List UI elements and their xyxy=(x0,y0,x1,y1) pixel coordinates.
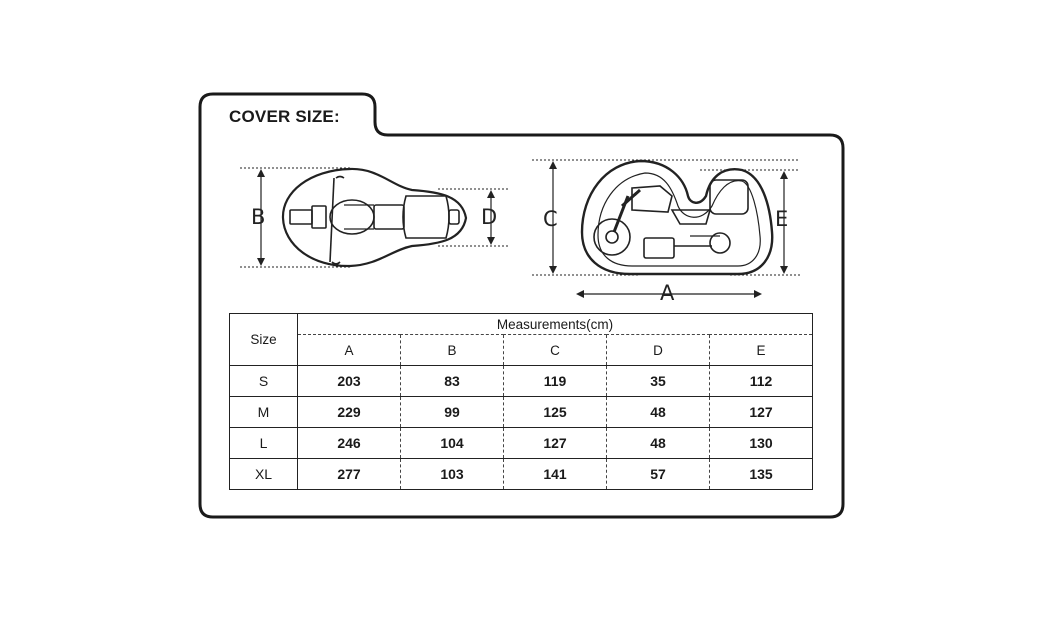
column-header-c: C xyxy=(504,335,607,366)
column-header-a: A xyxy=(298,335,401,366)
table-row xyxy=(230,428,813,459)
top-view-diagram xyxy=(240,168,510,267)
dimension-label-e: E xyxy=(775,207,789,231)
size-cell: S xyxy=(230,366,298,397)
panel-title: COVER SIZE: xyxy=(229,107,340,126)
value-cell: 119 xyxy=(504,366,607,397)
value-cell: 203 xyxy=(298,366,401,397)
dimension-label-c: C xyxy=(543,207,558,231)
value-cell: 48 xyxy=(607,428,710,459)
size-cell: M xyxy=(230,397,298,428)
value-cell: 125 xyxy=(504,397,607,428)
size-cell: L xyxy=(230,428,298,459)
value-cell: 99 xyxy=(401,397,504,428)
value-cell: 246 xyxy=(298,428,401,459)
side-view-diagram xyxy=(532,160,800,298)
column-header-b: B xyxy=(401,335,504,366)
value-cell: 103 xyxy=(401,459,504,490)
value-cell: 127 xyxy=(710,397,813,428)
value-cell: 277 xyxy=(298,459,401,490)
value-cell: 104 xyxy=(401,428,504,459)
dimension-label-b: B xyxy=(251,205,266,229)
value-cell: 229 xyxy=(298,397,401,428)
value-cell: 57 xyxy=(607,459,710,490)
table-row xyxy=(230,366,813,397)
value-cell: 127 xyxy=(504,428,607,459)
column-header-d: D xyxy=(607,335,710,366)
dimension-label-a: A xyxy=(660,281,675,305)
value-cell: 141 xyxy=(504,459,607,490)
table-row xyxy=(230,459,813,490)
measurements-header: Measurements(cm) xyxy=(298,314,813,335)
value-cell: 130 xyxy=(710,428,813,459)
column-header-e: E xyxy=(710,335,813,366)
dimension-label-d: D xyxy=(481,205,498,229)
value-cell: 48 xyxy=(607,397,710,428)
table-row xyxy=(230,397,813,428)
value-cell: 112 xyxy=(710,366,813,397)
value-cell: 135 xyxy=(710,459,813,490)
value-cell: 83 xyxy=(401,366,504,397)
size-cell: XL xyxy=(230,459,298,490)
measurements-table xyxy=(229,313,813,490)
value-cell: 35 xyxy=(607,366,710,397)
size-header: Size xyxy=(230,314,298,366)
